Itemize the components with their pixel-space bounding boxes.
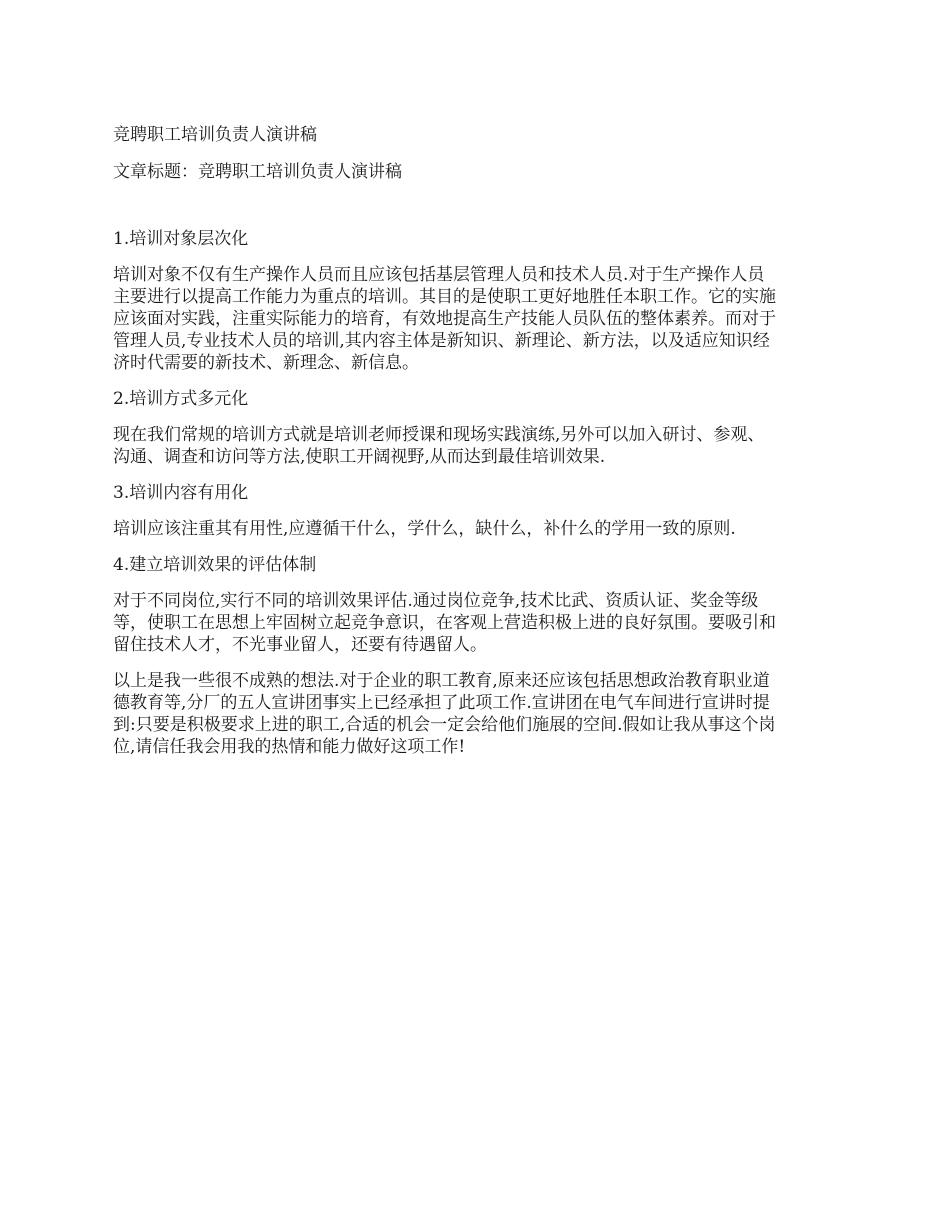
- paragraph-line: 位,请信任我会用我的热情和能力做好这项工作!: [113, 737, 466, 757]
- paragraph-line: 培训对象不仅有生产操作人员而且应该包括基层管理人员和技术人员.对于生产操作人员: [113, 265, 765, 285]
- section-paragraph: [113, 590, 843, 656]
- paragraph-line: 培训应该注重其有用性,应遵循干什么，学什么，缺什么，补什么的学用一致的原则.: [113, 519, 736, 539]
- section-2: [113, 388, 843, 468]
- paragraph-line: 管理人员,专业技术人员的培训,其内容主体是新知识、新理论、新方法，以及适应知识经: [113, 331, 770, 351]
- paragraph-line: 济时代需要的新技术、新理念、新信息。: [113, 353, 419, 373]
- section-paragraph: [113, 424, 843, 468]
- section-heading: 1.培训对象层次化: [113, 229, 249, 249]
- section-3: [113, 482, 843, 540]
- section-4: [113, 554, 843, 656]
- paragraph-line: 应该面对实践，注重实际能力的培育，有效地提高生产技能人员队伍的整体素养。而对于: [113, 309, 776, 329]
- document-title: 竞聘职工培训负责人演讲稿: [113, 125, 317, 145]
- document-subtitle: 文章标题：竞聘职工培训负责人演讲稿: [113, 162, 402, 182]
- section-paragraph: [113, 264, 843, 374]
- paragraph-line: 到:只要是积极要求上进的职工,合适的机会一定会给他们施展的空间.假如让我从事这个岗: [113, 715, 776, 735]
- paragraph-line: 留住技术人才，不光事业留人，还要有待遇留人。: [113, 635, 487, 655]
- closing-section: [113, 670, 843, 758]
- paragraph-line: 等，使职工在思想上牢固树立起竞争意识，在客观上营造积极上进的良好氛围。要吸引和: [113, 613, 776, 633]
- paragraph-line: 现在我们常规的培训方式就是培训老师授课和现场实践演练,另外可以加入研讨、参观、: [113, 425, 765, 445]
- closing-paragraph: [113, 670, 843, 758]
- section-heading: 2.培训方式多元化: [113, 389, 249, 409]
- paragraph-line: 以上是我一些很不成熟的想法.对于企业的职工教育,原来还应该包括思想政治教育职业道: [113, 671, 770, 691]
- document-page: [113, 124, 843, 772]
- section-heading: 4.建立培训效果的评估体制: [113, 555, 317, 575]
- section-paragraph: [113, 518, 843, 540]
- paragraph-line: 沟通、调查和访问等方法,使职工开阔视野,从而达到最佳培训效果.: [113, 447, 606, 467]
- paragraph-line: 对于不同岗位,实行不同的培训效果评估.通过岗位竞争,技术比武、资质认证、奖金等级: [113, 591, 759, 611]
- paragraph-line: 主要进行以提高工作能力为重点的培训。其目的是使职工更好地胜任本职工作。它的实施: [113, 287, 776, 307]
- section-1: [113, 228, 843, 374]
- section-heading: 3.培训内容有用化: [113, 483, 249, 503]
- paragraph-line: 德教育等,分厂的五人宣讲团事实上已经承担了此项工作.宣讲团在电气车间进行宣讲时提: [113, 693, 770, 713]
